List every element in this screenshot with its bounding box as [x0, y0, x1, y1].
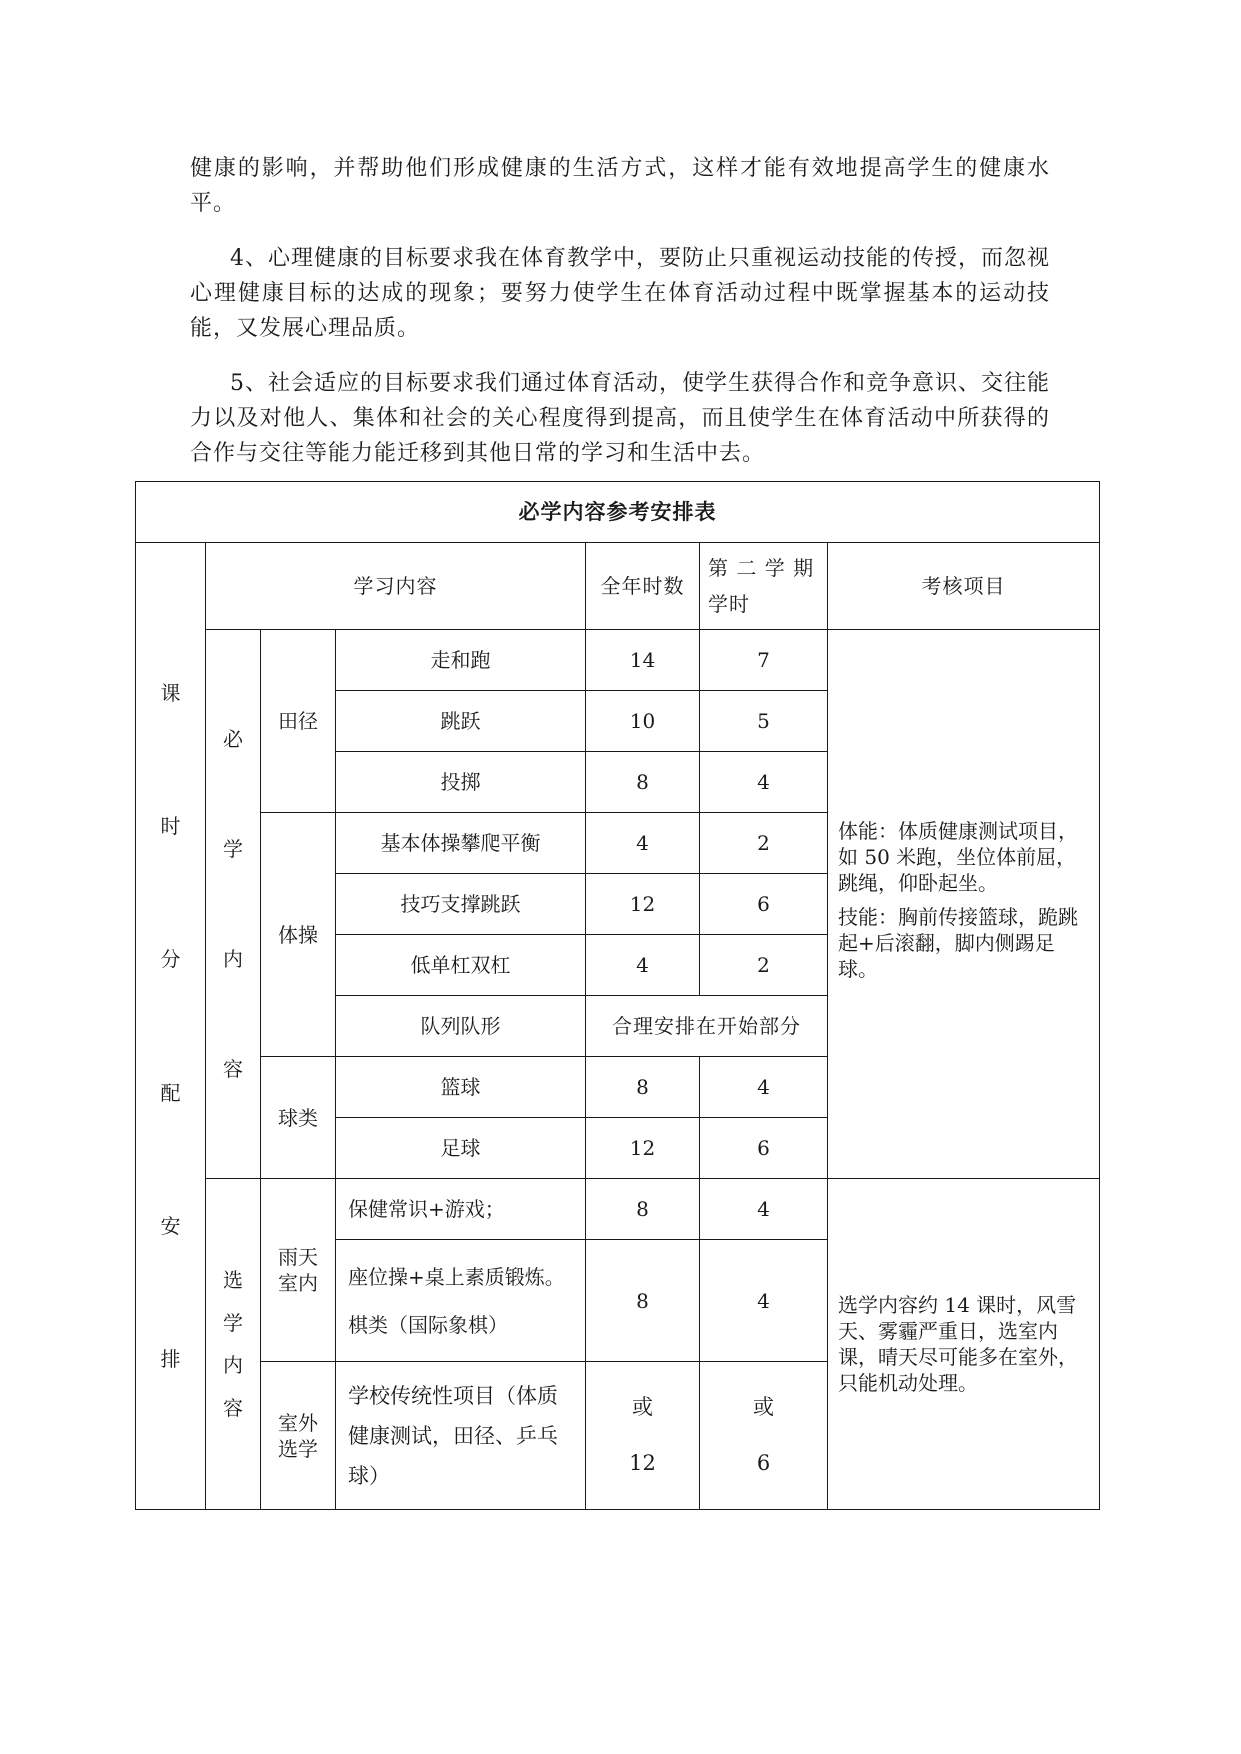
item-line: 座位操+桌上素质锻炼。 [348, 1264, 565, 1289]
item-cell: 跳跃 [336, 691, 586, 752]
elective-label-cell [206, 1179, 261, 1510]
elective-label-char: 选 [223, 1268, 243, 1293]
side-label-char: 分 [160, 947, 181, 972]
year-hours-cell: 8 [586, 752, 700, 813]
year-hours-cell: 8 [586, 1240, 700, 1362]
required-label-char: 学 [223, 837, 243, 861]
sem-hours-cell: 5 [700, 691, 828, 752]
group-outdoor-elective: 室外选学 [261, 1362, 336, 1510]
year-hours-cell: 8 [586, 1179, 700, 1240]
item-cell: 走和跑 [336, 630, 586, 691]
sem-hours-cell: 4 [700, 1057, 828, 1118]
sem-hours-cell: 7 [700, 630, 828, 691]
year-hours-cell: 8 [586, 1057, 700, 1118]
item-line: 棋类（国际象棋） [348, 1312, 508, 1337]
side-label-char: 排 [160, 1347, 181, 1372]
header-content: 学习内容 [206, 543, 586, 630]
group-track: 田径 [261, 630, 336, 813]
item-cell: 学校传统性项目（体质健康测试，田径、乒乓球） [336, 1362, 586, 1510]
sem-value: 6 [756, 1450, 771, 1475]
sem-hours-cell: 6 [700, 874, 828, 935]
sem-hours-cell-or [700, 1362, 828, 1510]
header-sem2-hours: 第 二 学 期 学时 [700, 543, 828, 630]
side-label-cell [136, 543, 206, 1510]
item-cell: 低单杠双杠 [336, 935, 586, 996]
sem-hours-cell: 4 [700, 1240, 828, 1362]
elective-label-char: 容 [223, 1395, 243, 1420]
side-label-char: 时 [160, 813, 181, 838]
item-cell: 足球 [336, 1118, 586, 1179]
year-hours-cell-or [586, 1362, 700, 1510]
group-gym: 体操 [261, 813, 336, 1057]
sem-hours-cell: 2 [700, 813, 828, 874]
required-label-cell [206, 630, 261, 1179]
side-label-char: 配 [160, 1080, 181, 1105]
item-cell: 篮球 [336, 1057, 586, 1118]
side-label-char: 课 [160, 680, 181, 705]
sem-hours-cell: 6 [700, 1118, 828, 1179]
sem-hours-cell: 4 [700, 1179, 828, 1240]
item-cell-multi [336, 1240, 586, 1362]
or-text: 或 [632, 1395, 653, 1420]
year-hours-cell: 4 [586, 935, 700, 996]
header-assessment: 考核项目 [828, 543, 1100, 630]
assessment-skills: 技能：胸前传接篮球，跪跳起+后滚翻，脚内侧踢足球。 [838, 905, 1078, 981]
table-title: 必学内容参考安排表 [136, 482, 1100, 543]
or-text: 或 [753, 1395, 774, 1420]
merged-hours-cell: 合理安排在开始部分 [586, 996, 828, 1057]
year-hours-cell: 10 [586, 691, 700, 752]
group-ball: 球类 [261, 1057, 336, 1179]
elective-assessment-cell: 选学内容约 14 课时，风雪天、雾霾严重日，选室内课，晴天尽可能多在室外，只能机动处理。 [828, 1179, 1100, 1510]
group-rain-indoor: 雨天室内 [261, 1179, 336, 1362]
year-hours-cell: 12 [586, 874, 700, 935]
sem-hours-cell: 4 [700, 752, 828, 813]
elective-label-char: 内 [223, 1353, 243, 1378]
year-hours-cell: 14 [586, 630, 700, 691]
paragraph-social-adaptation: 5、社会适应的目标要求我们通过体育活动，使学生获得合作和竞争意识、交往能力以及对他人、集体和社会的关心程度得到提高，而且使学生在体育活动中所获得的合作与交往等能力能迁移到其他日常的学习和生活中去。 [190, 371, 1050, 466]
item-cell: 保健常识+游戏； [336, 1179, 586, 1240]
required-label-char: 内 [223, 947, 243, 971]
schedule-table [135, 481, 1100, 1510]
sem-hours-cell: 2 [700, 935, 828, 996]
assessment-fitness: 体能：体质健康测试项目，如 50 米跑，坐位体前屈，跳绳，仰卧起坐。 [838, 819, 1078, 895]
item-cell: 投掷 [336, 752, 586, 813]
side-label-char: 安 [160, 1213, 181, 1238]
item-cell: 技巧支撑跳跃 [336, 874, 586, 935]
item-cell: 队列队形 [336, 996, 586, 1057]
header-year-hours: 全年时数 [586, 543, 700, 630]
required-assessment-cell [828, 630, 1100, 1179]
year-hours-cell: 12 [586, 1118, 700, 1179]
item-cell: 基本体操攀爬平衡 [336, 813, 586, 874]
year-hours-cell: 4 [586, 813, 700, 874]
year-value: 12 [629, 1450, 656, 1475]
paragraph-mental-health: 4、心理健康的目标要求我在体育教学中，要防止只重视运动技能的传授，而忽视心理健康目标的达成的现象；要努力使学生在体育活动过程中既掌握基本的运动技能，又发展心理品质。 [190, 246, 1050, 341]
required-label-char: 必 [223, 727, 243, 751]
paragraph-health: 健康的影响，并帮助他们形成健康的生活方式，这样才能有效地提高学生的健康水平。 [190, 156, 1050, 216]
required-label-char: 容 [223, 1057, 243, 1081]
elective-label-char: 学 [223, 1310, 243, 1335]
